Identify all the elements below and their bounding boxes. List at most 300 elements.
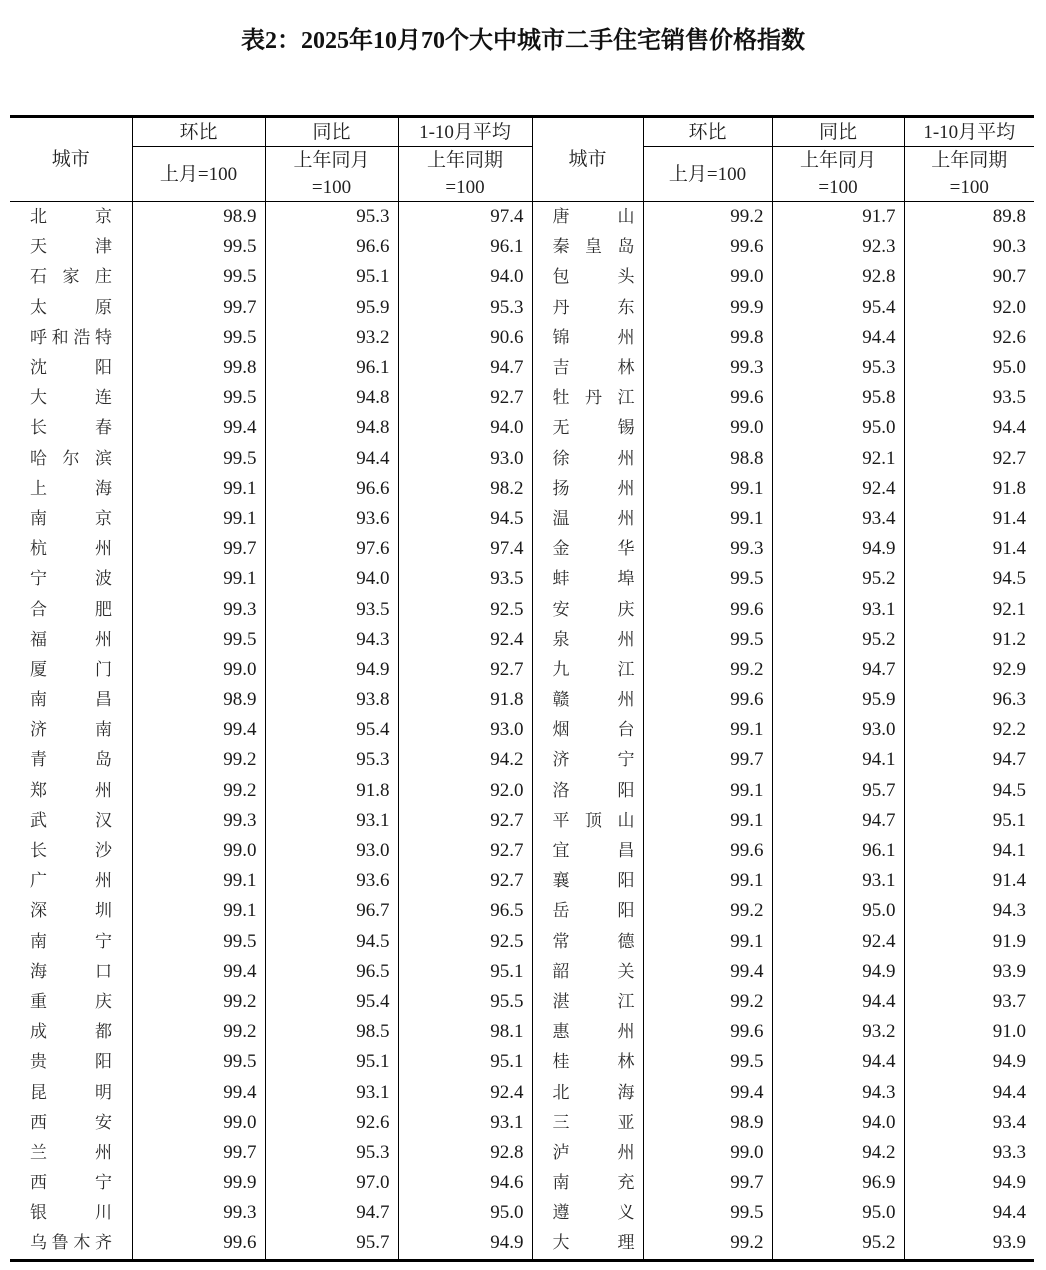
yoy-index-cell-right: 94.0 (772, 1108, 904, 1138)
city-cell (10, 896, 132, 926)
city-cell-right (532, 625, 643, 655)
city-cell-right (532, 957, 643, 987)
table-row (10, 1108, 1034, 1138)
city-name: 广 州 (30, 871, 112, 892)
avg-index-cell: 92.8 (398, 1138, 532, 1168)
table-row (10, 262, 1034, 292)
city-cell-right (532, 444, 643, 474)
mom-index-cell: 99.3 (132, 806, 265, 836)
mom-index-cell: 99.5 (132, 1047, 265, 1077)
table-row (10, 1198, 1034, 1228)
avg-index-cell: 92.7 (398, 866, 532, 896)
mom-index-cell: 99.7 (132, 293, 265, 323)
yoy-index-cell: 95.9 (265, 293, 398, 323)
yoy-index-cell-right: 95.9 (772, 685, 904, 715)
mom-index-cell: 99.5 (132, 262, 265, 292)
avg-index-cell: 93.1 (398, 1108, 532, 1138)
avg-index-cell-right: 93.3 (904, 1138, 1034, 1168)
city-cell (10, 1077, 132, 1107)
table-row (10, 987, 1034, 1017)
yoy-index-cell-right: 92.1 (772, 444, 904, 474)
city-name: 南 宁 (30, 931, 112, 952)
avg-index-cell-right: 92.6 (904, 323, 1034, 353)
city-cell (10, 745, 132, 775)
header-city: 城市 (10, 117, 132, 202)
mom-index-cell: 99.4 (132, 957, 265, 987)
header-avg-base-right-line2: =100 (949, 177, 989, 198)
price-index-table (10, 115, 1034, 1262)
table-row (10, 594, 1034, 624)
yoy-index-cell: 96.6 (265, 232, 398, 262)
avg-index-cell-right: 94.7 (904, 745, 1034, 775)
mom-index-cell: 99.5 (132, 927, 265, 957)
city-name: 天 津 (30, 237, 112, 258)
mom-index-cell-right: 99.6 (643, 836, 772, 866)
yoy-index-cell-right: 93.2 (772, 1017, 904, 1047)
city-name: 太 原 (30, 297, 112, 318)
yoy-index-cell-right: 94.4 (772, 987, 904, 1017)
mom-index-cell-right: 99.1 (643, 806, 772, 836)
yoy-index-cell: 93.8 (265, 685, 398, 715)
city-cell-right (532, 594, 643, 624)
city-cell (10, 534, 132, 564)
yoy-index-cell: 94.7 (265, 1198, 398, 1228)
avg-index-cell-right: 93.9 (904, 957, 1034, 987)
yoy-index-cell-right: 92.4 (772, 927, 904, 957)
yoy-index-cell: 98.5 (265, 1017, 398, 1047)
mom-index-cell-right: 99.2 (643, 655, 772, 685)
header-avg: 1-10月平均 (398, 117, 532, 147)
city-cell-right (532, 383, 643, 413)
city-name: 泸 州 (552, 1142, 635, 1163)
header-avg-base-line2: =100 (445, 177, 485, 198)
city-cell-right (532, 293, 643, 323)
mom-index-cell: 99.2 (132, 776, 265, 806)
city-name: 上 海 (30, 478, 112, 499)
mom-index-cell-right: 99.4 (643, 957, 772, 987)
mom-index-cell-right: 99.6 (643, 232, 772, 262)
city-name: 昆 明 (30, 1082, 112, 1103)
city-name: 唐 山 (552, 207, 635, 228)
mom-index-cell: 99.0 (132, 1108, 265, 1138)
yoy-index-cell: 96.1 (265, 353, 398, 383)
avg-index-cell-right: 91.4 (904, 534, 1034, 564)
city-name: 呼 和 浩 特 (30, 327, 112, 348)
mom-index-cell: 98.9 (132, 685, 265, 715)
city-cell (10, 655, 132, 685)
avg-index-cell: 91.8 (398, 685, 532, 715)
header-yoy-base-right-line2: =100 (818, 177, 858, 198)
city-cell (10, 262, 132, 292)
mom-index-cell: 99.5 (132, 625, 265, 655)
avg-index-cell: 97.4 (398, 202, 532, 233)
table-header (10, 117, 1034, 202)
yoy-index-cell: 94.9 (265, 655, 398, 685)
table-row (10, 1047, 1034, 1077)
city-name: 石 家 庄 (30, 267, 112, 288)
table-row (10, 625, 1034, 655)
yoy-index-cell: 94.0 (265, 564, 398, 594)
mom-index-cell-right: 99.9 (643, 293, 772, 323)
avg-index-cell-right: 94.4 (904, 413, 1034, 443)
header-avg-base (398, 147, 532, 202)
yoy-index-cell-right: 94.4 (772, 323, 904, 353)
city-cell (10, 1228, 132, 1260)
city-name: 惠 州 (552, 1022, 635, 1043)
header-avg-base-right-line1: 上年同期 (931, 150, 1008, 171)
avg-index-cell-right: 92.0 (904, 293, 1034, 323)
table-row (10, 715, 1034, 745)
avg-index-cell-right: 91.8 (904, 474, 1034, 504)
yoy-index-cell-right: 93.1 (772, 866, 904, 896)
city-cell (10, 383, 132, 413)
mom-index-cell-right: 99.6 (643, 594, 772, 624)
city-name: 平 顶 山 (552, 810, 635, 831)
yoy-index-cell: 94.3 (265, 625, 398, 655)
header-yoy-base-line2: =100 (311, 177, 352, 198)
city-name: 无 锡 (552, 418, 635, 439)
mom-index-cell: 99.3 (132, 594, 265, 624)
mom-index-cell-right: 98.9 (643, 1108, 772, 1138)
yoy-index-cell: 91.8 (265, 776, 398, 806)
header-yoy: 同比 (265, 117, 398, 147)
city-name: 兰 州 (30, 1142, 112, 1163)
city-name: 包 头 (552, 267, 635, 288)
avg-index-cell: 94.2 (398, 745, 532, 775)
mom-index-cell-right: 99.6 (643, 383, 772, 413)
table-row (10, 474, 1034, 504)
header-yoy-base-right-line1: 上年同月 (799, 150, 876, 171)
city-name: 贵 阳 (30, 1052, 112, 1073)
mom-index-cell: 99.1 (132, 866, 265, 896)
table-row (10, 836, 1034, 866)
city-cell-right (532, 896, 643, 926)
mom-index-cell: 99.4 (132, 715, 265, 745)
table-row (10, 655, 1034, 685)
city-name: 蚌 埠 (552, 569, 635, 590)
city-name: 洛 阳 (552, 780, 635, 801)
city-cell (10, 202, 132, 233)
table-row (10, 1168, 1034, 1198)
city-cell (10, 594, 132, 624)
avg-index-cell: 93.0 (398, 444, 532, 474)
avg-index-cell-right: 91.9 (904, 927, 1034, 957)
city-name: 南 京 (30, 508, 112, 529)
mom-index-cell: 99.7 (132, 534, 265, 564)
avg-index-cell-right: 91.4 (904, 866, 1034, 896)
avg-index-cell: 98.2 (398, 474, 532, 504)
avg-index-cell: 93.0 (398, 715, 532, 745)
yoy-index-cell: 96.7 (265, 896, 398, 926)
table-row (10, 413, 1034, 443)
mom-index-cell-right: 99.0 (643, 262, 772, 292)
city-name: 南 昌 (30, 690, 112, 711)
city-name: 宁 波 (30, 569, 112, 590)
table-row (10, 293, 1034, 323)
table-row (10, 745, 1034, 775)
yoy-index-cell-right: 92.3 (772, 232, 904, 262)
avg-index-cell: 95.1 (398, 957, 532, 987)
yoy-index-cell: 93.2 (265, 323, 398, 353)
city-name: 大 连 (30, 388, 112, 409)
yoy-index-cell-right: 94.9 (772, 957, 904, 987)
city-name: 郑 州 (30, 780, 112, 801)
avg-index-cell: 92.5 (398, 927, 532, 957)
yoy-index-cell-right: 94.7 (772, 655, 904, 685)
table-row (10, 685, 1034, 715)
table-row (10, 1077, 1034, 1107)
city-cell (10, 625, 132, 655)
city-cell-right (532, 323, 643, 353)
city-name: 金 华 (552, 539, 635, 560)
header-avg-right: 1-10月平均 (904, 117, 1034, 147)
mom-index-cell: 99.4 (132, 1077, 265, 1107)
mom-index-cell: 99.1 (132, 564, 265, 594)
avg-index-cell: 92.4 (398, 625, 532, 655)
table-row (10, 1138, 1034, 1168)
table-row (10, 202, 1034, 233)
city-cell-right (532, 1047, 643, 1077)
city-name: 济 南 (30, 720, 112, 741)
city-name: 乌 鲁 木 齐 (30, 1233, 112, 1254)
city-name: 丹 东 (552, 297, 635, 318)
mom-index-cell-right: 99.7 (643, 745, 772, 775)
table-row (10, 957, 1034, 987)
city-cell (10, 927, 132, 957)
mom-index-cell-right: 99.1 (643, 927, 772, 957)
avg-index-cell-right: 92.7 (904, 444, 1034, 474)
city-cell-right (532, 1228, 643, 1260)
city-cell-right (532, 927, 643, 957)
city-name: 秦 皇 岛 (552, 237, 635, 258)
yoy-index-cell-right: 95.0 (772, 1198, 904, 1228)
avg-index-cell: 92.0 (398, 776, 532, 806)
avg-index-cell-right: 90.7 (904, 262, 1034, 292)
yoy-index-cell-right: 93.0 (772, 715, 904, 745)
avg-index-cell-right: 93.9 (904, 1228, 1034, 1260)
city-cell-right (532, 564, 643, 594)
avg-index-cell-right: 93.7 (904, 987, 1034, 1017)
mom-index-cell-right: 99.3 (643, 534, 772, 564)
city-cell-right (532, 1017, 643, 1047)
yoy-index-cell: 97.0 (265, 1168, 398, 1198)
avg-index-cell: 94.7 (398, 353, 532, 383)
avg-index-cell: 92.5 (398, 594, 532, 624)
city-cell-right (532, 1138, 643, 1168)
city-cell (10, 1108, 132, 1138)
city-name: 湛 江 (552, 991, 635, 1012)
city-name: 福 州 (30, 629, 112, 650)
city-name: 海 口 (30, 961, 112, 982)
table-row (10, 806, 1034, 836)
yoy-index-cell: 93.6 (265, 504, 398, 534)
city-cell-right (532, 504, 643, 534)
avg-index-cell: 92.7 (398, 655, 532, 685)
table-row (10, 534, 1034, 564)
yoy-index-cell-right: 95.4 (772, 293, 904, 323)
city-cell-right (532, 685, 643, 715)
avg-index-cell-right: 94.5 (904, 776, 1034, 806)
avg-index-cell-right: 94.9 (904, 1168, 1034, 1198)
avg-index-cell-right: 94.3 (904, 896, 1034, 926)
mom-index-cell-right: 99.1 (643, 866, 772, 896)
city-name: 长 沙 (30, 841, 112, 862)
table-row (10, 383, 1034, 413)
city-name: 赣 州 (552, 690, 635, 711)
avg-index-cell-right: 91.4 (904, 504, 1034, 534)
yoy-index-cell-right: 95.0 (772, 413, 904, 443)
city-name: 西 安 (30, 1112, 112, 1133)
yoy-index-cell-right: 94.3 (772, 1077, 904, 1107)
mom-index-cell-right: 99.5 (643, 1047, 772, 1077)
yoy-index-cell-right: 95.8 (772, 383, 904, 413)
yoy-index-cell: 95.3 (265, 745, 398, 775)
city-cell-right (532, 1108, 643, 1138)
mom-index-cell: 99.3 (132, 1198, 265, 1228)
city-cell-right (532, 474, 643, 504)
yoy-index-cell-right: 93.4 (772, 504, 904, 534)
mom-index-cell-right: 99.5 (643, 625, 772, 655)
table-row (10, 444, 1034, 474)
mom-index-cell: 99.5 (132, 323, 265, 353)
yoy-index-cell: 95.3 (265, 1138, 398, 1168)
yoy-index-cell-right: 94.2 (772, 1138, 904, 1168)
avg-index-cell-right: 94.4 (904, 1077, 1034, 1107)
city-cell (10, 1198, 132, 1228)
avg-index-cell: 94.0 (398, 413, 532, 443)
city-name: 温 州 (552, 508, 635, 529)
city-cell-right (532, 1198, 643, 1228)
yoy-index-cell-right: 95.7 (772, 776, 904, 806)
table-body (10, 202, 1034, 1261)
city-cell (10, 474, 132, 504)
city-cell (10, 776, 132, 806)
avg-index-cell: 94.6 (398, 1168, 532, 1198)
mom-index-cell: 99.5 (132, 383, 265, 413)
city-name: 北 海 (552, 1082, 635, 1103)
header-mom-base: 上月=100 (132, 147, 265, 202)
yoy-index-cell-right: 93.1 (772, 594, 904, 624)
header-mom-base-right: 上月=100 (643, 147, 772, 202)
city-name: 杭 州 (30, 539, 112, 560)
mom-index-cell-right: 99.3 (643, 353, 772, 383)
table-row (10, 504, 1034, 534)
city-cell (10, 293, 132, 323)
yoy-index-cell: 95.4 (265, 715, 398, 745)
yoy-index-cell: 95.4 (265, 987, 398, 1017)
city-name: 徐 州 (552, 448, 635, 469)
city-name: 九 江 (552, 659, 635, 680)
city-cell-right (532, 776, 643, 806)
mom-index-cell-right: 99.4 (643, 1077, 772, 1107)
city-name: 长 春 (30, 418, 112, 439)
header-yoy-base-right (772, 147, 904, 202)
yoy-index-cell-right: 95.2 (772, 564, 904, 594)
city-cell (10, 413, 132, 443)
avg-index-cell: 94.0 (398, 262, 532, 292)
city-cell-right (532, 987, 643, 1017)
avg-index-cell: 95.5 (398, 987, 532, 1017)
city-name: 岳 阳 (552, 901, 635, 922)
city-cell-right (532, 1077, 643, 1107)
city-name: 北 京 (30, 207, 112, 228)
city-name: 吉 林 (552, 358, 635, 379)
yoy-index-cell-right: 94.9 (772, 534, 904, 564)
yoy-index-cell-right: 95.0 (772, 896, 904, 926)
city-name: 烟 台 (552, 720, 635, 741)
yoy-index-cell: 93.5 (265, 594, 398, 624)
avg-index-cell: 92.7 (398, 806, 532, 836)
city-cell (10, 564, 132, 594)
mom-index-cell-right: 99.1 (643, 715, 772, 745)
avg-index-cell-right: 93.4 (904, 1108, 1034, 1138)
city-cell (10, 806, 132, 836)
city-cell-right (532, 1168, 643, 1198)
city-cell-right (532, 232, 643, 262)
city-name: 三 亚 (552, 1112, 635, 1133)
mom-index-cell: 99.1 (132, 896, 265, 926)
avg-index-cell-right: 94.5 (904, 564, 1034, 594)
city-name: 西 宁 (30, 1173, 112, 1194)
city-name: 桂 林 (552, 1052, 635, 1073)
yoy-index-cell-right: 95.2 (772, 1228, 904, 1260)
mom-index-cell: 99.0 (132, 836, 265, 866)
city-cell-right (532, 534, 643, 564)
city-name: 合 肥 (30, 599, 112, 620)
city-name: 安 庆 (552, 599, 635, 620)
avg-index-cell-right: 94.1 (904, 836, 1034, 866)
yoy-index-cell: 93.1 (265, 1077, 398, 1107)
city-name: 锦 州 (552, 327, 635, 348)
avg-index-cell-right: 93.5 (904, 383, 1034, 413)
mom-index-cell: 99.7 (132, 1138, 265, 1168)
header-yoy-base (265, 147, 398, 202)
avg-index-cell: 96.1 (398, 232, 532, 262)
mom-index-cell-right: 99.6 (643, 1017, 772, 1047)
city-name: 韶 关 (552, 961, 635, 982)
yoy-index-cell-right: 91.7 (772, 202, 904, 233)
yoy-index-cell: 93.6 (265, 866, 398, 896)
header-avg-base-line1: 上年同期 (426, 150, 503, 171)
avg-index-cell-right: 95.0 (904, 353, 1034, 383)
city-name: 襄 阳 (552, 871, 635, 892)
avg-index-cell-right: 91.0 (904, 1017, 1034, 1047)
avg-index-cell: 93.5 (398, 564, 532, 594)
yoy-index-cell: 93.0 (265, 836, 398, 866)
city-cell (10, 504, 132, 534)
city-name: 常 德 (552, 931, 635, 952)
city-cell (10, 866, 132, 896)
city-cell (10, 232, 132, 262)
yoy-index-cell: 97.6 (265, 534, 398, 564)
mom-index-cell-right: 99.1 (643, 776, 772, 806)
city-name: 银 川 (30, 1203, 112, 1224)
mom-index-cell: 99.8 (132, 353, 265, 383)
avg-index-cell: 94.9 (398, 1228, 532, 1260)
yoy-index-cell: 92.6 (265, 1108, 398, 1138)
avg-index-cell: 98.1 (398, 1017, 532, 1047)
city-cell (10, 323, 132, 353)
avg-index-cell: 94.5 (398, 504, 532, 534)
city-name: 重 庆 (30, 991, 112, 1012)
city-name: 武 汉 (30, 810, 112, 831)
yoy-index-cell: 94.8 (265, 383, 398, 413)
avg-index-cell: 92.7 (398, 383, 532, 413)
table-row (10, 232, 1034, 262)
city-cell-right (532, 353, 643, 383)
mom-index-cell: 98.9 (132, 202, 265, 233)
avg-index-cell-right: 90.3 (904, 232, 1034, 262)
